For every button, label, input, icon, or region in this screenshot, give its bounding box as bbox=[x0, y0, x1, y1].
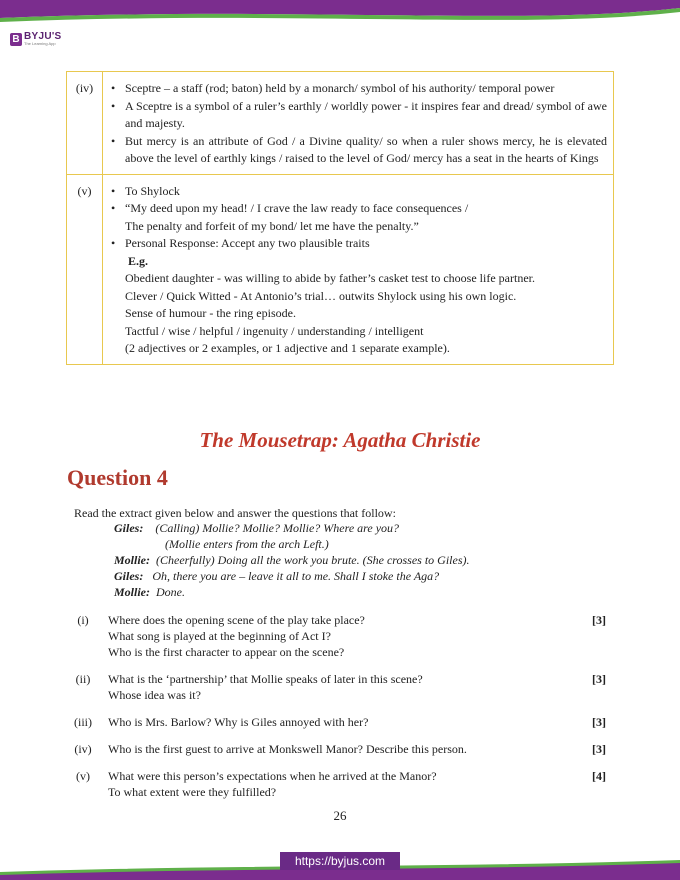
example-label: E.g. bbox=[128, 253, 149, 268]
question-text: What is the ‘partnership’ that Mollie speaks of later in this scene? Whose idea was it? bbox=[108, 672, 423, 702]
speaker: Giles: bbox=[114, 569, 144, 583]
quote-continuation: The penalty and forfeit of my bond/ let me have the penalty.” bbox=[125, 218, 419, 233]
line: (Calling) Mollie? Mollie? Mollie? Where are you? bbox=[155, 521, 400, 535]
question-number: (ii) bbox=[75, 672, 91, 686]
example-line: Sense of humour - the ring episode. bbox=[125, 306, 296, 320]
question-number: (v) bbox=[76, 769, 90, 783]
example-line: Clever / Quick Witted - At Antonio’s trial… outwits Shylock using his own logic. bbox=[125, 288, 517, 303]
answer-bullet: • To Shylock bbox=[110, 183, 607, 201]
answer-bullet: • Sceptre – a staff (rod; baton) held by a monarch/ symbol of his authority/ temporal power bbox=[110, 80, 607, 98]
question-marks: [4] bbox=[592, 769, 606, 783]
question-text: What were this person’s expectations when he arrived at the Manor? To what extent were they fulfilled? bbox=[108, 769, 437, 799]
dialogue-line bbox=[114, 552, 470, 568]
footer-url-link[interactable]: https://byjus.com bbox=[280, 852, 400, 870]
dialogue-line bbox=[114, 520, 470, 536]
question-item bbox=[68, 671, 606, 703]
page-number: 26 bbox=[333, 808, 347, 823]
question-text: Who is Mrs. Barlow? Why is Giles annoyed with her? bbox=[108, 715, 369, 729]
answer-bullets bbox=[110, 183, 607, 218]
quote-line: “My deed upon my head! / I crave the law ready to face consequences / bbox=[125, 201, 469, 215]
logo-mark-icon: B bbox=[10, 33, 22, 46]
example-line: Tactful / wise / helpful / ingenuity / understanding / intelligent bbox=[125, 323, 424, 338]
answer-bullet: • Personal Response: Accept any two plausible traits bbox=[110, 235, 607, 253]
speaker: Giles: bbox=[114, 521, 144, 535]
dialogue-line bbox=[114, 584, 470, 600]
logo-tagline: The Learning App bbox=[24, 41, 56, 46]
question-number: (iv) bbox=[74, 742, 92, 756]
question-marks: [3] bbox=[592, 672, 606, 686]
answer-table bbox=[66, 71, 614, 365]
question-item bbox=[68, 612, 606, 660]
answer-bullet bbox=[110, 200, 607, 218]
section-title: The Mousetrap: Agatha Christie bbox=[199, 428, 481, 452]
answer-bullet: • But mercy is an attribute of God / a Divine quality/ so when a ruler shows mercy, he is elevated above the level of earthly kings / raised to the level of God/ mercy has a seat in the hearts of Kings bbox=[110, 133, 607, 168]
line: (Mollie enters from the arch Left.) bbox=[165, 537, 329, 551]
question-marks: [3] bbox=[592, 613, 606, 627]
dialogue-line bbox=[114, 536, 470, 552]
dialogue-line bbox=[114, 568, 470, 584]
question-text: Where does the opening scene of the play take place? What song is played at the beginning of Act I? Who is the first character to appear on the scene? bbox=[108, 613, 365, 659]
line: Oh, there you are – leave it all to me. Shall I stoke the Aga? bbox=[152, 569, 440, 583]
question-title: Question 4 bbox=[67, 465, 168, 490]
extract-dialogue bbox=[114, 520, 470, 600]
example-line: Obedient daughter - was willing to abide by father’s casket test to choose life partner. bbox=[125, 271, 535, 285]
line: (Cheerfully) Doing all the work you brute. (She crosses to Giles). bbox=[156, 553, 470, 567]
answer-bullet: • A Sceptre is a symbol of a ruler’s earthly / worldly power - it inspires fear and dread/ symbol of awe and majesty. bbox=[110, 98, 607, 133]
question-number: (iii) bbox=[74, 715, 92, 729]
answer-number: (v) bbox=[67, 174, 103, 364]
top-header-swoosh bbox=[0, 0, 680, 30]
answer-row-v bbox=[67, 174, 614, 364]
example-line: (2 adjectives or 2 examples, or 1 adjective and 1 separate example). bbox=[125, 341, 450, 355]
question-item bbox=[68, 741, 606, 757]
line: Done. bbox=[156, 585, 185, 599]
question-marks: [3] bbox=[592, 715, 606, 729]
answer-bullets bbox=[110, 80, 607, 168]
speaker: Mollie: bbox=[114, 553, 150, 567]
question-item bbox=[68, 768, 606, 800]
question-number: (i) bbox=[77, 613, 89, 627]
byjus-logo bbox=[10, 32, 62, 46]
instructions: Read the extract given below and answer the questions that follow: bbox=[74, 506, 396, 520]
question-item bbox=[68, 714, 606, 730]
question-marks: [3] bbox=[592, 742, 606, 756]
answer-number: (iv) bbox=[67, 72, 103, 175]
logo-name: BYJU'S bbox=[24, 31, 62, 42]
speaker: Mollie: bbox=[114, 585, 150, 599]
question-text: Who is the first guest to arrive at Monkswell Manor? Describe this person. bbox=[108, 742, 467, 756]
answer-row-iv bbox=[67, 72, 614, 175]
